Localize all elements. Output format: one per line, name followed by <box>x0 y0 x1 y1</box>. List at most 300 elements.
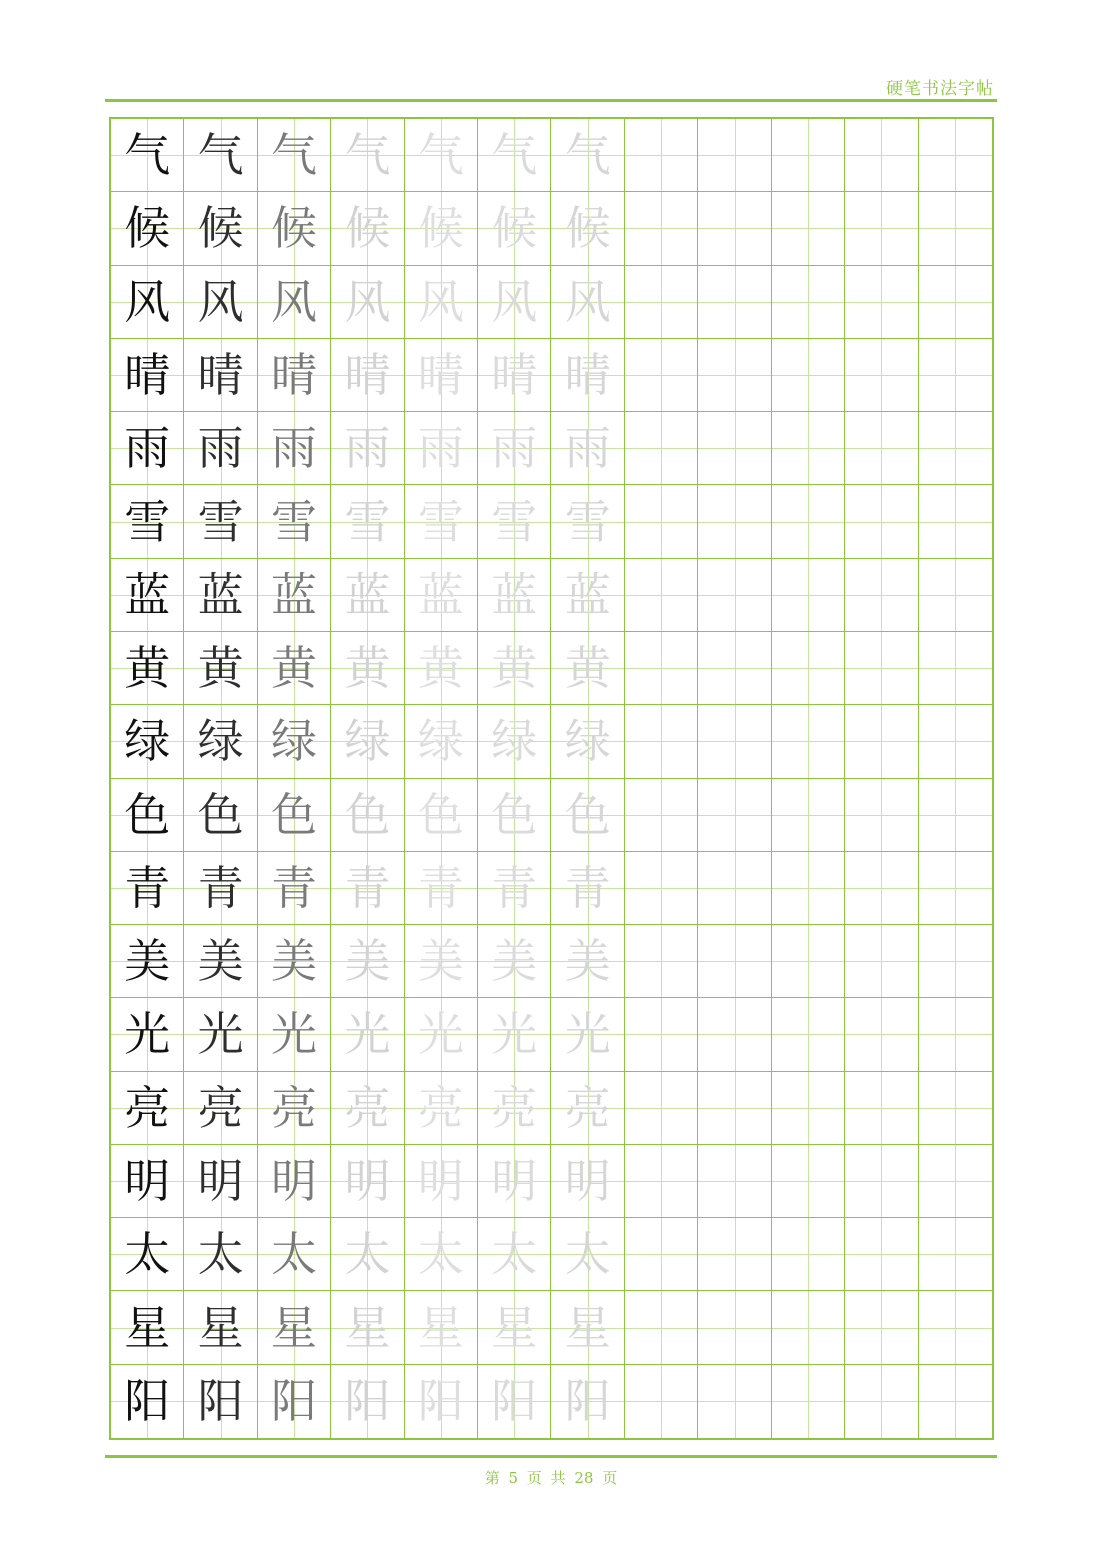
practice-cell-char <box>184 1218 257 1291</box>
practice-cell-empty <box>625 119 698 192</box>
practice-cell-char <box>258 559 331 632</box>
practice-glyph: 气 <box>417 128 464 183</box>
practice-cell-empty <box>845 266 918 339</box>
practice-cell-char <box>331 998 404 1071</box>
practice-cell-empty <box>919 485 992 558</box>
practice-cell-char <box>478 266 551 339</box>
practice-glyph: 雪 <box>344 494 391 549</box>
practice-cell-char <box>184 485 257 558</box>
practice-cell-empty <box>845 1291 918 1364</box>
practice-glyph: 雨 <box>564 421 611 476</box>
practice-glyph: 色 <box>417 787 464 842</box>
practice-cell-char <box>111 266 184 339</box>
practice-cell-empty <box>845 998 918 1071</box>
practice-cell-empty <box>698 412 771 485</box>
practice-cell-char <box>331 266 404 339</box>
practice-cell-char <box>331 1072 404 1145</box>
practice-glyph: 候 <box>197 201 244 256</box>
practice-cell-char <box>478 485 551 558</box>
practice-cell-char <box>331 632 404 705</box>
practice-cell-empty <box>698 998 771 1071</box>
practice-cell-empty <box>772 779 845 852</box>
practice-glyph: 雪 <box>271 494 318 549</box>
practice-glyph: 美 <box>197 934 244 989</box>
practice-glyph: 风 <box>564 274 611 329</box>
practice-cell-char <box>111 192 184 265</box>
practice-cell-char <box>331 705 404 778</box>
practice-glyph: 晴 <box>124 347 171 402</box>
practice-cell-char <box>478 779 551 852</box>
practice-glyph: 黄 <box>271 641 318 696</box>
practice-cell-empty <box>698 1072 771 1145</box>
practice-cell-char <box>478 1291 551 1364</box>
practice-glyph: 黄 <box>491 641 538 696</box>
practice-cell-char <box>331 339 404 412</box>
practice-glyph: 美 <box>564 934 611 989</box>
header-title: 硬笔书法字帖 <box>886 79 994 99</box>
practice-glyph: 光 <box>124 1007 171 1062</box>
practice-glyph: 明 <box>417 1154 464 1209</box>
practice-glyph: 蓝 <box>491 567 538 622</box>
practice-cell-empty <box>919 925 992 998</box>
practice-glyph: 色 <box>491 787 538 842</box>
practice-cell-char <box>184 632 257 705</box>
practice-cell-char <box>258 485 331 558</box>
practice-glyph: 气 <box>344 128 391 183</box>
practice-cell-empty <box>919 412 992 485</box>
practice-glyph: 光 <box>197 1007 244 1062</box>
practice-cell-empty <box>698 1365 771 1438</box>
practice-cell-char <box>551 192 624 265</box>
practice-glyph: 晴 <box>271 347 318 402</box>
practice-cell-empty <box>772 852 845 925</box>
practice-cell-empty <box>698 852 771 925</box>
practice-cell-empty <box>698 1145 771 1218</box>
practice-cell-empty <box>772 339 845 412</box>
practice-cell-empty <box>772 1365 845 1438</box>
practice-cell-char <box>478 339 551 412</box>
practice-cell-empty <box>919 266 992 339</box>
practice-cell-empty <box>845 1218 918 1291</box>
practice-cell-char <box>331 852 404 925</box>
practice-glyph: 风 <box>271 274 318 329</box>
practice-glyph: 绿 <box>564 714 611 769</box>
practice-cell-char <box>478 852 551 925</box>
practice-cell-empty <box>698 1291 771 1364</box>
practice-cell-empty <box>625 705 698 778</box>
header-rule <box>105 99 997 102</box>
practice-glyph: 亮 <box>491 1080 538 1135</box>
practice-cell-char <box>551 119 624 192</box>
practice-cell-char <box>184 998 257 1071</box>
practice-cell-empty <box>625 485 698 558</box>
practice-cell-char <box>184 705 257 778</box>
practice-cell-char <box>184 1365 257 1438</box>
practice-glyph: 色 <box>271 787 318 842</box>
practice-glyph: 青 <box>417 860 464 915</box>
practice-cell-char <box>551 852 624 925</box>
practice-cell-char <box>405 1365 478 1438</box>
practice-glyph: 风 <box>124 274 171 329</box>
practice-glyph: 光 <box>417 1007 464 1062</box>
practice-cell-char <box>551 412 624 485</box>
practice-glyph: 晴 <box>491 347 538 402</box>
practice-cell-char <box>551 632 624 705</box>
practice-cell-char <box>551 1365 624 1438</box>
practice-cell-char <box>551 1072 624 1145</box>
practice-glyph: 候 <box>124 201 171 256</box>
practice-cell-empty <box>919 1291 992 1364</box>
practice-glyph: 明 <box>491 1154 538 1209</box>
practice-cell-empty <box>625 925 698 998</box>
practice-glyph: 明 <box>344 1154 391 1209</box>
practice-glyph: 黄 <box>197 641 244 696</box>
practice-cell-char <box>551 925 624 998</box>
practice-glyph: 太 <box>564 1227 611 1282</box>
practice-glyph: 气 <box>564 128 611 183</box>
practice-glyph: 光 <box>344 1007 391 1062</box>
practice-glyph: 晴 <box>564 347 611 402</box>
practice-cell-char <box>405 1218 478 1291</box>
practice-glyph: 候 <box>491 201 538 256</box>
practice-glyph: 青 <box>124 860 171 915</box>
practice-cell-char <box>258 1072 331 1145</box>
practice-cell-char <box>551 779 624 852</box>
practice-cell-empty <box>845 192 918 265</box>
practice-glyph: 青 <box>491 860 538 915</box>
practice-glyph: 阳 <box>271 1374 318 1429</box>
practice-cell-char <box>551 266 624 339</box>
practice-cell-empty <box>772 705 845 778</box>
practice-cell-empty <box>845 779 918 852</box>
practice-cell-empty <box>919 339 992 412</box>
practice-glyph: 雪 <box>491 494 538 549</box>
practice-cell-char <box>331 1145 404 1218</box>
practice-cell-char <box>405 1291 478 1364</box>
practice-cell-char <box>551 998 624 1071</box>
practice-cell-empty <box>625 1291 698 1364</box>
practice-cell-char <box>405 705 478 778</box>
practice-glyph: 风 <box>197 274 244 329</box>
practice-cell-char <box>478 412 551 485</box>
practice-glyph: 色 <box>197 787 244 842</box>
practice-glyph: 阳 <box>417 1374 464 1429</box>
practice-cell-char <box>478 925 551 998</box>
practice-cell-empty <box>625 559 698 632</box>
practice-cell-char <box>331 1218 404 1291</box>
practice-glyph: 太 <box>271 1227 318 1282</box>
practice-cell-empty <box>698 1218 771 1291</box>
practice-cell-char <box>258 192 331 265</box>
practice-cell-empty <box>919 1218 992 1291</box>
practice-cell-char <box>184 925 257 998</box>
practice-glyph: 蓝 <box>197 567 244 622</box>
practice-glyph: 色 <box>124 787 171 842</box>
practice-cell-char <box>331 485 404 558</box>
practice-cell-char <box>258 339 331 412</box>
practice-glyph: 雪 <box>124 494 171 549</box>
practice-cell-char <box>405 632 478 705</box>
practice-glyph: 太 <box>344 1227 391 1282</box>
practice-glyph: 风 <box>417 274 464 329</box>
practice-glyph: 雨 <box>491 421 538 476</box>
practice-cell-empty <box>625 779 698 852</box>
practice-cell-char <box>551 705 624 778</box>
practice-cell-char <box>331 779 404 852</box>
practice-glyph: 气 <box>271 128 318 183</box>
practice-glyph: 晴 <box>344 347 391 402</box>
practice-glyph: 候 <box>271 201 318 256</box>
practice-cell-empty <box>698 559 771 632</box>
practice-cell-empty <box>698 192 771 265</box>
practice-cell-empty <box>919 705 992 778</box>
practice-cell-empty <box>772 485 845 558</box>
practice-glyph: 色 <box>344 787 391 842</box>
practice-cell-empty <box>772 632 845 705</box>
practice-glyph: 蓝 <box>124 567 171 622</box>
practice-cell-empty <box>919 559 992 632</box>
practice-glyph: 候 <box>344 201 391 256</box>
practice-cell-empty <box>698 119 771 192</box>
practice-cell-char <box>331 412 404 485</box>
practice-cell-char <box>111 852 184 925</box>
practice-grid <box>109 117 994 1440</box>
practice-cell-empty <box>772 119 845 192</box>
practice-glyph: 雨 <box>197 421 244 476</box>
practice-cell-char <box>405 998 478 1071</box>
practice-glyph: 雨 <box>271 421 318 476</box>
practice-glyph: 蓝 <box>344 567 391 622</box>
practice-glyph: 黄 <box>344 641 391 696</box>
practice-cell-empty <box>845 485 918 558</box>
practice-cell-char <box>184 412 257 485</box>
practice-cell-empty <box>845 1365 918 1438</box>
practice-cell-char <box>111 925 184 998</box>
practice-cell-char <box>111 119 184 192</box>
practice-glyph: 亮 <box>564 1080 611 1135</box>
practice-glyph: 青 <box>197 860 244 915</box>
practice-cell-char <box>551 559 624 632</box>
practice-cell-empty <box>772 1145 845 1218</box>
practice-glyph: 风 <box>491 274 538 329</box>
page-number: 第 5 页 共 28 页 <box>484 1469 618 1487</box>
practice-cell-empty <box>845 119 918 192</box>
practice-cell-empty <box>625 266 698 339</box>
practice-glyph: 气 <box>124 128 171 183</box>
practice-cell-char <box>405 925 478 998</box>
practice-cell-char <box>111 632 184 705</box>
practice-glyph: 绿 <box>124 714 171 769</box>
practice-cell-empty <box>698 705 771 778</box>
practice-cell-empty <box>625 1365 698 1438</box>
practice-glyph: 蓝 <box>271 567 318 622</box>
practice-cell-empty <box>625 1145 698 1218</box>
practice-glyph: 绿 <box>417 714 464 769</box>
practice-glyph: 青 <box>344 860 391 915</box>
practice-cell-empty <box>625 1072 698 1145</box>
practice-cell-empty <box>698 779 771 852</box>
practice-cell-char <box>478 119 551 192</box>
practice-cell-empty <box>845 1145 918 1218</box>
practice-glyph: 星 <box>271 1300 318 1355</box>
practice-cell-char <box>331 119 404 192</box>
practice-cell-empty <box>772 192 845 265</box>
practice-cell-char <box>184 266 257 339</box>
practice-cell-char <box>258 779 331 852</box>
practice-cell-char <box>111 1365 184 1438</box>
practice-glyph: 美 <box>124 934 171 989</box>
practice-glyph: 黄 <box>564 641 611 696</box>
practice-cell-char <box>478 998 551 1071</box>
practice-cell-char <box>331 925 404 998</box>
practice-cell-char <box>478 192 551 265</box>
practice-cell-empty <box>845 705 918 778</box>
practice-cell-empty <box>845 412 918 485</box>
practice-cell-char <box>551 1145 624 1218</box>
practice-cell-char <box>184 852 257 925</box>
practice-cell-empty <box>845 852 918 925</box>
practice-cell-char <box>478 1365 551 1438</box>
practice-glyph: 晴 <box>197 347 244 402</box>
practice-cell-char <box>184 192 257 265</box>
practice-cell-char <box>405 485 478 558</box>
practice-glyph: 绿 <box>197 714 244 769</box>
practice-cell-empty <box>625 1218 698 1291</box>
practice-glyph: 亮 <box>197 1080 244 1135</box>
practice-glyph: 晴 <box>417 347 464 402</box>
practice-cell-char <box>478 559 551 632</box>
practice-cell-char <box>258 705 331 778</box>
practice-cell-empty <box>772 1291 845 1364</box>
practice-cell-char <box>478 1218 551 1291</box>
practice-cell-char <box>111 1291 184 1364</box>
practice-cell-empty <box>919 632 992 705</box>
practice-glyph: 星 <box>417 1300 464 1355</box>
practice-cell-char <box>405 119 478 192</box>
practice-glyph: 星 <box>124 1300 171 1355</box>
practice-cell-char <box>331 1365 404 1438</box>
practice-glyph: 雪 <box>564 494 611 549</box>
practice-cell-char <box>184 119 257 192</box>
practice-cell-char <box>258 266 331 339</box>
practice-cell-char <box>184 779 257 852</box>
practice-glyph: 美 <box>491 934 538 989</box>
practice-glyph: 光 <box>564 1007 611 1062</box>
practice-cell-char <box>184 1072 257 1145</box>
practice-glyph: 雨 <box>344 421 391 476</box>
practice-glyph: 雨 <box>124 421 171 476</box>
practice-cell-empty <box>625 998 698 1071</box>
practice-cell-char <box>405 412 478 485</box>
practice-glyph: 太 <box>491 1227 538 1282</box>
practice-cell-empty <box>625 852 698 925</box>
practice-glyph: 阳 <box>344 1374 391 1429</box>
practice-glyph: 明 <box>271 1154 318 1209</box>
practice-cell-empty <box>625 339 698 412</box>
practice-glyph: 青 <box>564 860 611 915</box>
practice-glyph: 太 <box>124 1227 171 1282</box>
practice-cell-empty <box>919 998 992 1071</box>
practice-cell-empty <box>919 119 992 192</box>
practice-cell-empty <box>698 925 771 998</box>
practice-glyph: 亮 <box>344 1080 391 1135</box>
practice-glyph: 太 <box>197 1227 244 1282</box>
practice-cell-char <box>184 559 257 632</box>
practice-cell-char <box>258 119 331 192</box>
practice-glyph: 绿 <box>491 714 538 769</box>
practice-cell-empty <box>919 1072 992 1145</box>
practice-cell-empty <box>919 1145 992 1218</box>
practice-glyph: 雪 <box>197 494 244 549</box>
practice-cell-char <box>111 412 184 485</box>
practice-glyph: 亮 <box>271 1080 318 1135</box>
practice-cell-empty <box>772 266 845 339</box>
practice-cell-char <box>405 852 478 925</box>
practice-cell-empty <box>625 632 698 705</box>
practice-glyph: 明 <box>124 1154 171 1209</box>
practice-cell-char <box>111 485 184 558</box>
practice-cell-empty <box>919 192 992 265</box>
practice-glyph: 气 <box>491 128 538 183</box>
practice-glyph: 星 <box>564 1300 611 1355</box>
practice-glyph: 亮 <box>417 1080 464 1135</box>
practice-cell-char <box>331 559 404 632</box>
practice-cell-char <box>258 1218 331 1291</box>
practice-cell-char <box>405 1072 478 1145</box>
practice-glyph: 星 <box>344 1300 391 1355</box>
practice-cell-empty <box>698 339 771 412</box>
practice-cell-char <box>111 705 184 778</box>
practice-glyph: 绿 <box>344 714 391 769</box>
practice-glyph: 星 <box>197 1300 244 1355</box>
practice-cell-char <box>478 1072 551 1145</box>
practice-cell-char <box>258 632 331 705</box>
practice-cell-empty <box>698 485 771 558</box>
practice-glyph: 雪 <box>417 494 464 549</box>
practice-cell-char <box>405 339 478 412</box>
practice-glyph: 气 <box>197 128 244 183</box>
footer-rule <box>105 1455 997 1458</box>
practice-glyph: 黄 <box>417 641 464 696</box>
practice-cell-char <box>551 485 624 558</box>
practice-cell-char <box>258 1365 331 1438</box>
practice-glyph: 阳 <box>197 1374 244 1429</box>
practice-glyph: 蓝 <box>417 567 464 622</box>
practice-cell-char <box>478 632 551 705</box>
practice-cell-empty <box>698 632 771 705</box>
practice-cell-empty <box>845 339 918 412</box>
practice-cell-char <box>551 339 624 412</box>
practice-glyph: 黄 <box>124 641 171 696</box>
practice-cell-char <box>405 559 478 632</box>
practice-cell-empty <box>919 1365 992 1438</box>
practice-glyph: 亮 <box>124 1080 171 1135</box>
practice-cell-empty <box>772 559 845 632</box>
practice-glyph: 阳 <box>564 1374 611 1429</box>
practice-glyph: 太 <box>417 1227 464 1282</box>
practice-glyph: 明 <box>197 1154 244 1209</box>
practice-cell-empty <box>919 779 992 852</box>
practice-glyph: 风 <box>344 274 391 329</box>
practice-cell-empty <box>772 998 845 1071</box>
practice-cell-char <box>111 1218 184 1291</box>
practice-glyph: 阳 <box>491 1374 538 1429</box>
practice-cell-empty <box>625 412 698 485</box>
practice-cell-char <box>405 1145 478 1218</box>
practice-cell-empty <box>772 1072 845 1145</box>
practice-glyph: 色 <box>564 787 611 842</box>
practice-glyph: 候 <box>417 201 464 256</box>
